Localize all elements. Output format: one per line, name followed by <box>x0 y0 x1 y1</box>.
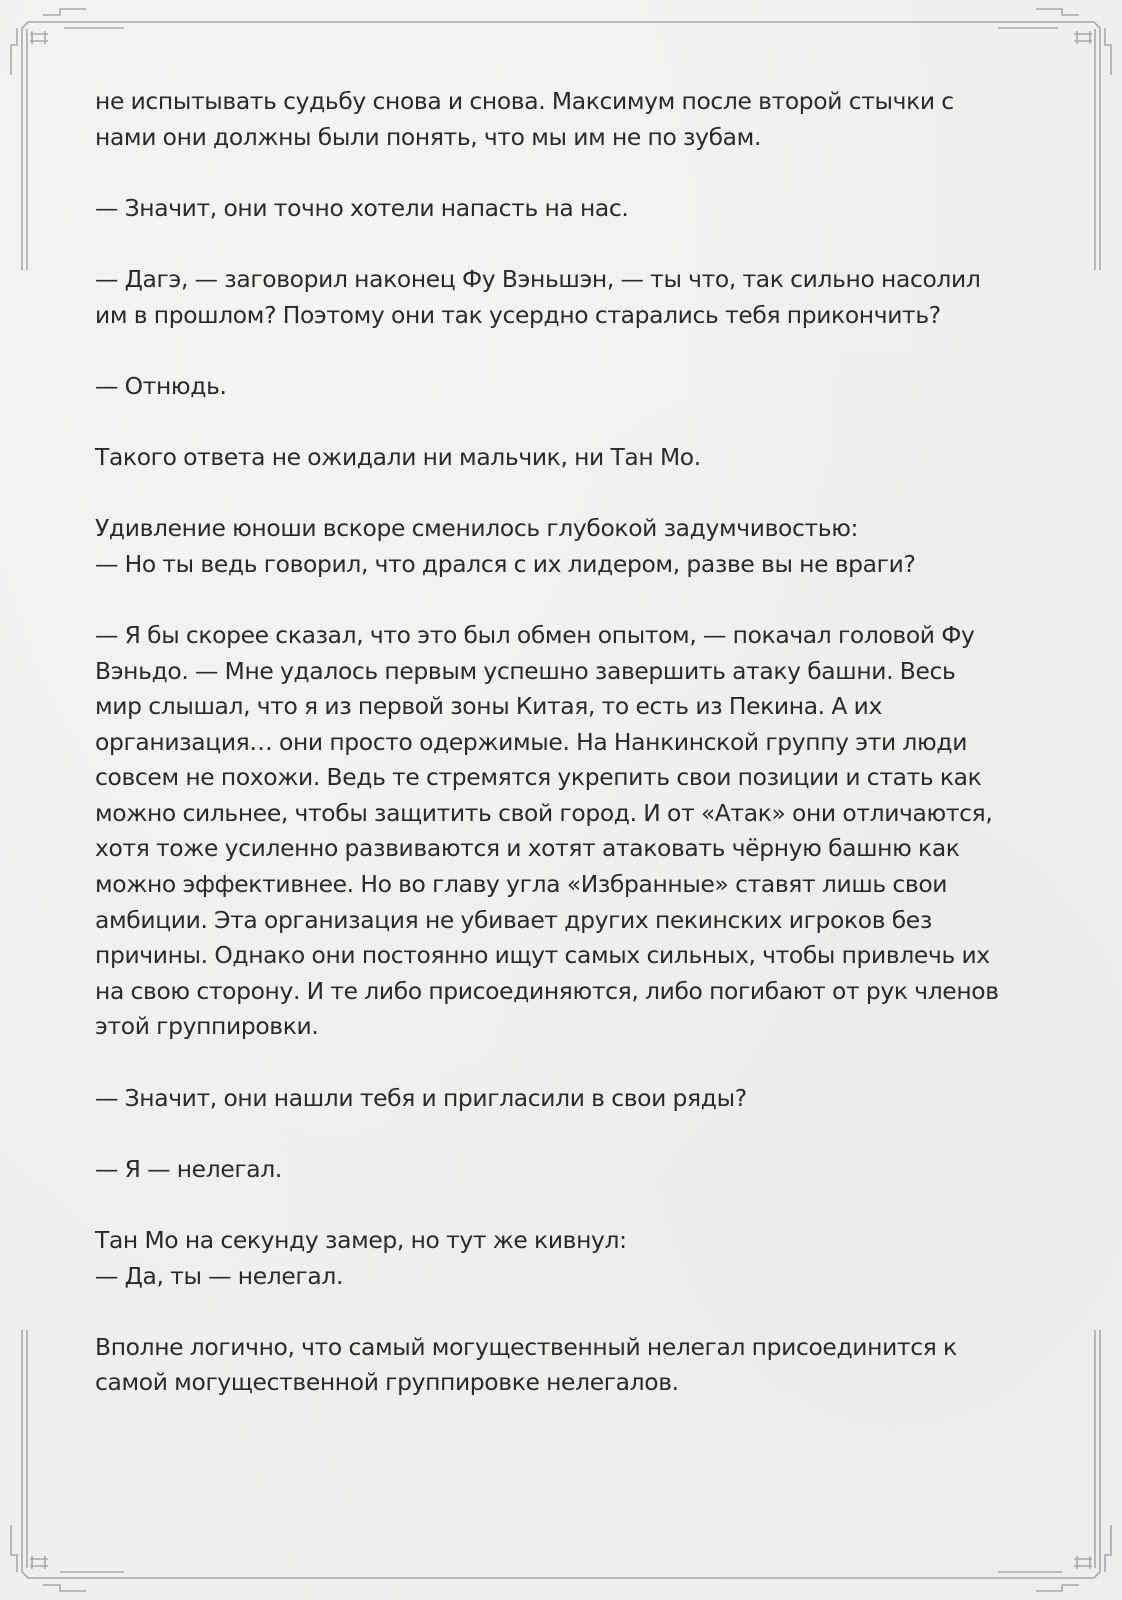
paragraph: Такого ответа не ожидали ни мальчик, ни Тан Мо. <box>95 442 701 471</box>
paragraph: — Значит, они нашли тебя и пригласили в свои ряды? <box>95 1083 747 1112</box>
paragraph: Вполне логично, что самый могущественный нелегал присоединится к самой могущественной группировке нелегалов. <box>95 1332 957 1397</box>
document-text <box>95 84 1030 1437</box>
paragraph: Тан Мо на секунду замер, но тут же кивнул: — Да, ты — нелегал. <box>95 1226 627 1290</box>
paragraph: не испытывать судьбу снова и снова. Максимум после второй стычки с нами они должны были понять, что мы им не по зубам. <box>95 87 954 151</box>
paragraph: — Отнюдь. <box>95 371 227 400</box>
paragraph: Удивление юноши вскоре сменилось глубокой задумчивостью: — Но ты ведь говорил, что дрался с их лидером, разве вы не враги? <box>95 514 916 578</box>
paragraph: — Я — нелегал. <box>95 1154 282 1183</box>
paragraph: — Значит, они точно хотели напасть на нас. <box>95 193 629 222</box>
paragraph: — Дагэ, — заговорил наконец Фу Вэньшэн, — ты что, так сильно насолил им в прошлом? Поэтому они так усердно старались тебя прикончить? <box>95 264 981 329</box>
paragraph: — Я бы скорее сказал, что это был обмен опытом, — покачал головой Фу Вэньдо. — Мне удалось первым успешно завершить атаку башни. Весь мир слышал, что я из первой зоны Китая, то есть из Пекина. А их организация… они просто одержимые. На Нанкинской группу эти люди совсем не похожи. Ведь те стремятся укрепить свои позиции и стать как можно сильнее, чтобы защитить свой город. И от «Атак» они отличаются, хотя тоже усиленно развиваются и хотят атаковать чёрную башню как можно эффективнее. Но во главу угла «Избранные» ставят лишь свои амбиции. Эта организация не убивает других пекинских игроков без причины. Однако они постоянно ищут самых сильных, чтобы привлечь их на свою сторону. И те либо присоединяются, либо погибают от рук членов этой группировки. <box>95 620 999 1041</box>
